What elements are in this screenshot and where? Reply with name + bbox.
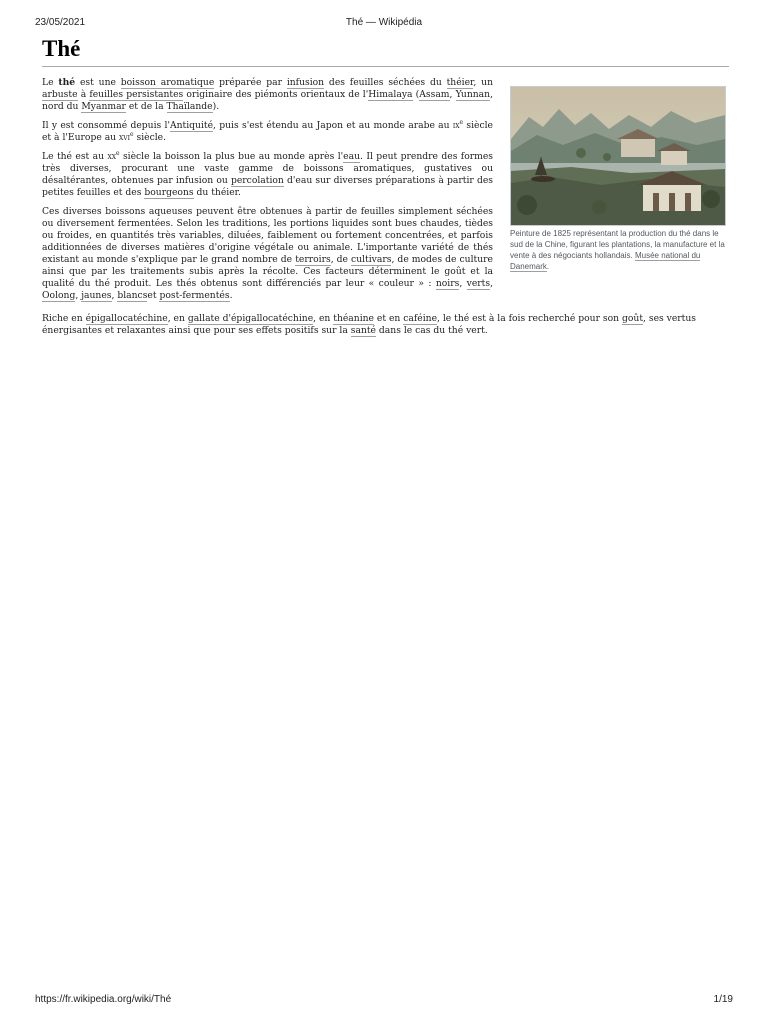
- paragraph-composition: Riche en épigallocatéchine, en gallate d'épigallocatéchine, en théanine et en caféine, le thé est à la fois recherché pour son goût, ses vertus énergisantes et relaxantes ainsi que pour ses effets positifs sur la santé dans le cas du thé vert.: [42, 313, 697, 336]
- term-the: thé: [58, 77, 76, 88]
- link-gallate-epigallocatechine[interactable]: gallate d'épigallocatéchine: [187, 313, 314, 324]
- print-date: 23/05/2021: [35, 17, 86, 28]
- print-url: https://fr.wikipedia.org/wiki/Thé: [35, 994, 172, 1005]
- link-thailande[interactable]: Thaïlande: [166, 101, 213, 112]
- link-infusion[interactable]: infusion: [286, 77, 325, 88]
- link-antiquite[interactable]: Antiquité: [169, 120, 214, 131]
- tea-production-painting[interactable]: [510, 86, 726, 226]
- paragraph-intro: Le thé est une boisson aromatique préparée par infusion des feuilles séchées du théier, un arbuste à feuilles persistantes originaire des piémonts orientaux de l'Himalaya (Assam, Yunnan, nord du Myanmar et de la Thaïlande).: [42, 77, 493, 112]
- print-page-title: Thé — Wikipédia: [345, 17, 423, 28]
- link-yunnan[interactable]: Yunnan: [455, 89, 491, 100]
- article-figure: [510, 86, 726, 272]
- link-cafeine[interactable]: caféine: [403, 313, 438, 324]
- article-body-wide: [42, 313, 732, 337]
- link-post-fermentes[interactable]: post-fermentés: [159, 290, 230, 301]
- paragraph-popularity: Le thé est au $xx^e$ siècle la boisson la plus bue au monde après l'eau. Il peut prendre des formes très diverses, procurant une vaste gamme de boissons aromatiques, gustatives ou désaltérantes, obtenues par infusion ou percolation d'eau sur diverses préparations à partir des petites feuilles et des bourgeons du théier.: [42, 149, 494, 198]
- link-arbuste[interactable]: arbuste: [42, 89, 78, 100]
- link-musee-national-danemark[interactable]: Musée national du Danemark: [510, 251, 701, 271]
- article-body: [42, 77, 493, 309]
- title-divider: [42, 66, 729, 67]
- link-verts[interactable]: verts: [466, 278, 491, 289]
- paragraph-history: Il y est consommé depuis l'Antiquité, puis s'est étendu au Japon et au monde arabe au $ix^e$ siècle et à l'Europe au xvi$^e$ siècle.: [42, 118, 493, 143]
- link-boisson-aromatique[interactable]: boisson aromatique: [120, 77, 215, 88]
- link-terroirs[interactable]: terroirs: [295, 254, 331, 265]
- link-eau[interactable]: eau: [343, 151, 361, 162]
- link-bourgeons[interactable]: bourgeons: [144, 187, 194, 198]
- link-gout[interactable]: goût: [622, 313, 644, 324]
- link-percolation[interactable]: percolation: [230, 175, 284, 186]
- link-theanine[interactable]: théanine: [333, 313, 374, 324]
- paragraph-varieties: Ces diverses boissons aqueuses peuvent être obtenues à partir de feuilles simplement séchées ou diversement fermentées. Selon les traditions, les portions liquides sont bues chaudes, tièdes ou froides, en quantités très variables, diluées, faiblement ou fortement concentrées, et parfois additionnées de diverses matières d'origine végétale ou animale. L'importante variété de thés existant au monde s'explique par le grand nombre de terroirs, de cultivars, de modes de culture ainsi que par les traitements subis après la récolte. Ces facteurs déterminent le goût et la qualité du thé produit. Les thés obtenus sont différenciés par leur « couleur » : noirs, verts, Oolong, jaunes, blancset post-fermentés.: [42, 206, 493, 301]
- link-epigallocatechine[interactable]: épigallocatéchine: [85, 313, 168, 324]
- print-page-number: 1/19: [713, 994, 733, 1005]
- link-oolong[interactable]: Oolong: [42, 290, 76, 301]
- page-title: Thé: [42, 36, 81, 61]
- link-theier[interactable]: théier: [446, 77, 474, 88]
- link-jaunes[interactable]: jaunes: [81, 290, 112, 301]
- link-feuilles-persistantes[interactable]: feuilles persistantes: [89, 89, 184, 100]
- link-himalaya[interactable]: Himalaya: [368, 89, 413, 100]
- link-noirs[interactable]: noirs: [435, 278, 460, 289]
- figure-caption: Peinture de 1825 représentant la production du thé dans le sud de la Chine, figurant les plantations, la manufacture et la vente à des négociants hollandais. Musée national du Danemark.: [510, 229, 725, 271]
- link-cultivars[interactable]: cultivars: [351, 254, 392, 265]
- link-sante[interactable]: santé: [350, 325, 376, 336]
- link-blancs[interactable]: blancs: [117, 290, 148, 301]
- link-assam[interactable]: Assam: [419, 89, 450, 100]
- link-myanmar[interactable]: Myanmar: [81, 101, 126, 112]
